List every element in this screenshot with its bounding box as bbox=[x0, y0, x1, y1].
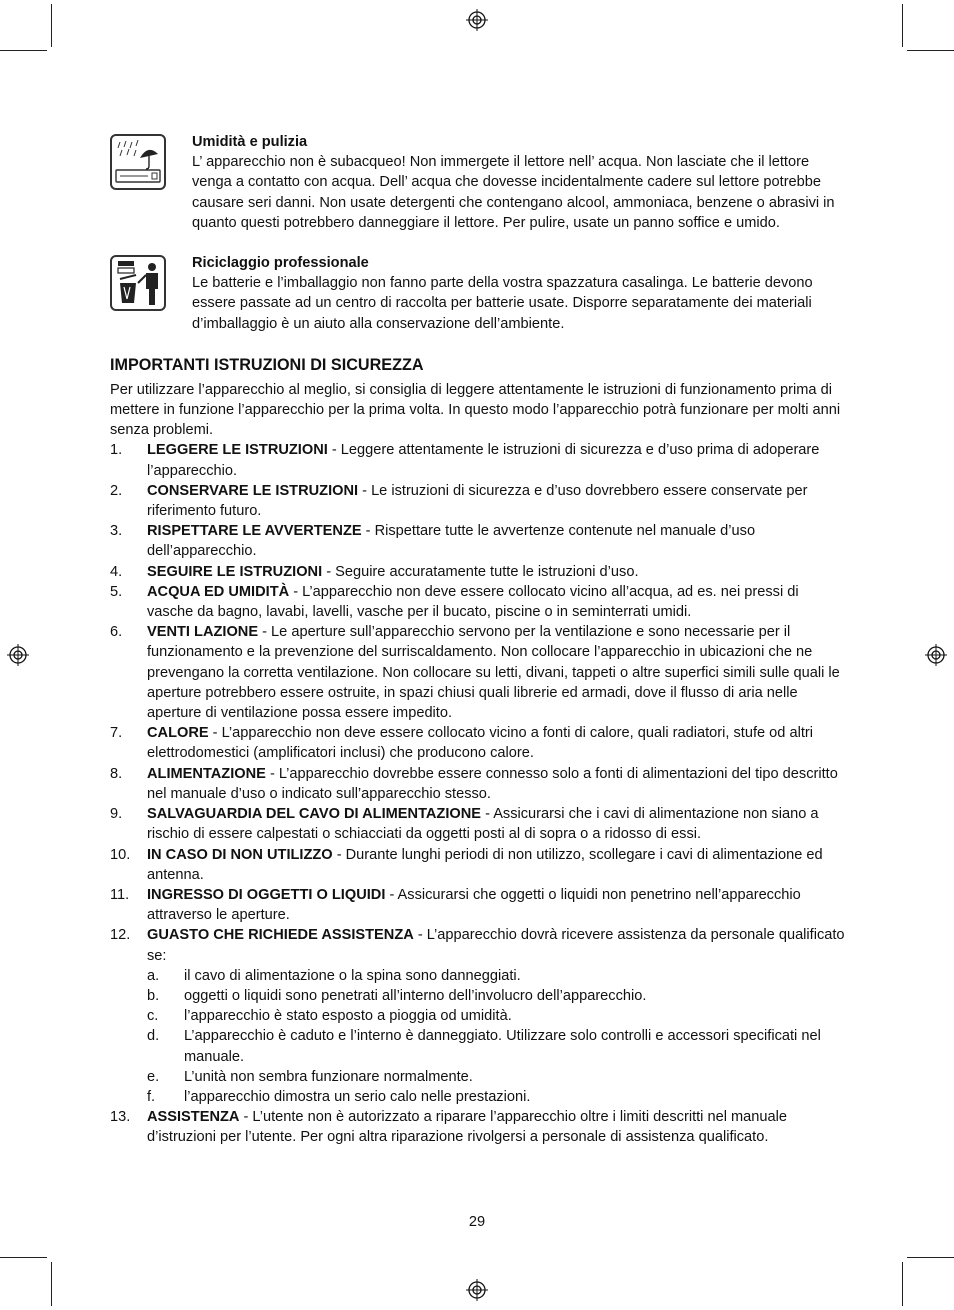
crop-mark bbox=[51, 1262, 52, 1306]
sub-list-item-letter: b. bbox=[147, 987, 160, 1004]
list-item-body bbox=[147, 885, 846, 925]
list-item bbox=[110, 723, 846, 763]
list-item-text: - Assicurarsi che oggetti o liquidi non penetrino nell’apparecchio attraverso le aperture. bbox=[147, 886, 801, 924]
list-item-title: SEGUIRE LE ISTRUZIONI bbox=[147, 563, 323, 580]
list-item bbox=[110, 562, 846, 582]
section-body: L’ apparecchio non è subacqueo! Non immergete il lettore nell’ acqua. Non lasciate che il lettore venga a contatto con acqua. Dell’ acqua che dovesse incidentalmente cadere sul lettore potrebbe causare seri danni. Non usate detergenti che contengano alcool, ammoniaca, benzene o abrasivi in quanto questi potrebbero danneggiare il lettore. Per pulire, usate un panno soffice e umido. bbox=[192, 154, 835, 231]
list-item bbox=[110, 804, 846, 844]
list-item-body bbox=[147, 521, 846, 561]
section-title: Riciclaggio professionale bbox=[192, 255, 369, 272]
list-item-title: SALVAGUARDIA DEL CAVO DI ALIMENTAZIONE bbox=[147, 806, 482, 823]
sub-list-item bbox=[147, 986, 846, 1006]
list-item-title: VENTI LAZIONE bbox=[147, 624, 259, 641]
sub-list-item-letter: d. bbox=[147, 1028, 160, 1045]
list-item-text: - L’utente non è autorizzato a riparare l’apparecchio oltre i limiti descritti nel manuale d’istruzioni per l’utente. Per ogni altra riparazione rivolgersi a personale di assistenza qualificato. bbox=[147, 1109, 787, 1146]
list-item-body bbox=[147, 1107, 846, 1147]
registration-mark-icon bbox=[7, 644, 29, 666]
section-body: Le batterie e l’imballaggio non fanno parte della vostra spazzatura casalinga. Le batterie devono essere passate ad un centro di raccolta per batterie usate. Disporre separatamente dei materiali d’imballaggio è un aiuto alla conservazione dell’ambiente. bbox=[192, 275, 813, 332]
sub-list-item-text: il cavo di alimentazione o la spina sono danneggiati. bbox=[184, 967, 521, 984]
sub-list-item bbox=[147, 1087, 846, 1107]
sub-list-item-text: L’apparecchio è caduto e l’interno è danneggiato. Utilizzare solo controlli e accessori specificati nel manuale. bbox=[184, 1028, 821, 1065]
list-item-title: CALORE bbox=[147, 725, 209, 742]
recycling-text bbox=[192, 253, 846, 334]
list-item-title: LEGGERE LE ISTRUZIONI bbox=[147, 442, 328, 459]
list-item-body bbox=[147, 481, 846, 521]
list-item-number: 5. bbox=[110, 583, 123, 600]
list-item-text: - L’apparecchio dovrebbe essere connesso solo a fonti di alimentazioni del tipo descritto nel manuale d’uso o indicato sull’apparecchio stesso. bbox=[147, 765, 838, 802]
crop-mark bbox=[902, 4, 903, 47]
umbrella-rain-icon bbox=[110, 134, 166, 190]
list-item-number: 10. bbox=[110, 846, 131, 863]
list-item bbox=[110, 764, 846, 804]
list-item-title: ASSISTENZA bbox=[147, 1109, 240, 1126]
list-item bbox=[110, 925, 846, 1107]
list-item-number: 13. bbox=[110, 1109, 131, 1126]
crop-mark bbox=[0, 50, 47, 51]
list-item-number: 6. bbox=[110, 624, 123, 641]
list-item-number: 11. bbox=[110, 886, 130, 903]
safety-list bbox=[110, 440, 846, 1147]
sub-list-item-letter: f. bbox=[147, 1088, 156, 1105]
list-item-number: 7. bbox=[110, 725, 123, 742]
registration-mark-icon bbox=[466, 1279, 488, 1301]
registration-mark-icon bbox=[925, 644, 947, 666]
recycling-section bbox=[110, 253, 846, 334]
crop-mark bbox=[0, 1257, 47, 1258]
list-item bbox=[110, 582, 846, 622]
list-item-text: - L’apparecchio dovrà ricevere assistenza da personale qualificato se: bbox=[147, 927, 845, 964]
list-item bbox=[110, 521, 846, 561]
sub-list-item bbox=[147, 1026, 846, 1066]
section-title: Umidità e pulizia bbox=[192, 134, 308, 150]
list-item-body bbox=[147, 622, 846, 723]
list-item-number: 8. bbox=[110, 765, 123, 782]
registration-mark-icon bbox=[466, 9, 488, 31]
recycling-bin-icon bbox=[110, 255, 166, 311]
list-item-title: ALIMENTAZIONE bbox=[147, 765, 266, 782]
sub-list bbox=[147, 966, 846, 1107]
page-content bbox=[110, 132, 846, 1148]
list-item-body bbox=[147, 723, 846, 763]
list-item bbox=[110, 885, 846, 925]
list-item-number: 4. bbox=[110, 563, 123, 580]
list-item-number: 3. bbox=[110, 523, 123, 540]
list-item-text: - Le istruzioni di sicurezza e d’uso dovrebbero essere conservate per riferimento futuro. bbox=[147, 482, 808, 520]
list-item bbox=[110, 481, 846, 521]
list-item-text: - L’apparecchio non deve essere collocato vicino all’acqua, ad es. nei pressi di vasche da bagno, lavabi, lavelli, vasche per il bucato, piscine o in seminterrati umidi. bbox=[147, 583, 799, 621]
list-item-text: - Rispettare tutte le avvertenze contenute nel manuale d’uso dell’apparecchio. bbox=[147, 523, 756, 560]
sub-list-item-letter: a. bbox=[147, 967, 160, 984]
sub-list-item-text: L’unità non sembra funzionare normalmente. bbox=[184, 1068, 473, 1085]
list-item-text: - Assicurarsi che i cavi di alimentazione non siano a rischio di essere calpestati o schiacciati da oggetti posti al di sopra o a ridosso di essi. bbox=[147, 806, 819, 843]
list-item-text: - Leggere attentamente le istruzioni di sicurezza e d’uso prima di adoperare l’apparecchio. bbox=[147, 442, 820, 479]
safety-heading: IMPORTANTI ISTRUZIONI DI SICUREZZA bbox=[110, 355, 424, 374]
sub-list-item bbox=[147, 966, 846, 986]
list-item-number: 12. bbox=[110, 927, 131, 944]
list-item-text: - Durante lunghi periodi di non utilizzo, scollegare i cavi di alimentazione ed antenna. bbox=[147, 846, 823, 883]
list-item-number: 1. bbox=[110, 442, 123, 459]
list-item-title: ACQUA ED UMIDITÀ bbox=[147, 583, 290, 600]
list-item-title: IN CASO DI NON UTILIZZO bbox=[147, 846, 333, 863]
list-item-body bbox=[147, 562, 846, 582]
sub-list-item-text: l’apparecchio è stato esposto a pioggia od umidità. bbox=[184, 1008, 512, 1025]
sub-list-item-text: l’apparecchio dimostra un serio calo nelle prestazioni. bbox=[184, 1088, 531, 1105]
list-item-body bbox=[147, 925, 846, 1107]
sub-list-item-letter: e. bbox=[147, 1068, 160, 1085]
list-item bbox=[110, 845, 846, 885]
list-item-body bbox=[147, 845, 846, 885]
sub-list-item bbox=[147, 1067, 846, 1087]
list-item-number: 9. bbox=[110, 806, 123, 823]
list-item-body bbox=[147, 804, 846, 844]
list-item-text: - Le aperture sull’apparecchio servono per la ventilazione e sono necessarie per il funzionamento e la prevenzione del surriscaldamento. Non collocare l’apparecchio in ubicazioni che ne prevengano la corretta ventilazione. Non collocare su letti, divani, tappeti o altre superfici simili sulle quali le aperture potrebbero essere ostruite, in spazi chiusi quali librerie ed armadi, dove il flusso di aria nelle aperture di ventilazione possa essere impedito. bbox=[147, 624, 840, 722]
crop-mark bbox=[51, 4, 52, 47]
list-item-title: INGRESSO DI OGGETTI O LIQUIDI bbox=[147, 886, 386, 903]
list-item-title: RISPETTARE LE AVVERTENZE bbox=[147, 523, 362, 540]
humidity-section bbox=[110, 132, 846, 233]
sub-list-item bbox=[147, 1006, 846, 1026]
humidity-text bbox=[192, 132, 846, 233]
list-item bbox=[110, 622, 846, 723]
list-item bbox=[110, 1107, 846, 1147]
list-item-text: - L’apparecchio non deve essere collocato vicino a fonti di calore, quali radiatori, stufe od altri elettrodomestici (amplificatori inclusi) che producono calore. bbox=[147, 725, 813, 762]
page-number: 29 bbox=[468, 1214, 486, 1230]
sub-list-item-letter: c. bbox=[147, 1008, 159, 1025]
crop-mark bbox=[907, 50, 954, 51]
list-item-title: GUASTO CHE RICHIEDE ASSISTENZA bbox=[147, 927, 414, 944]
list-item-title: CONSERVARE LE ISTRUZIONI bbox=[147, 482, 359, 499]
list-item-body bbox=[147, 764, 846, 804]
list-item bbox=[110, 440, 846, 480]
safety-intro: Per utilizzare l’apparecchio al meglio, si consiglia di leggere attentamente le istruzioni di funzionamento prima di mettere in funzione l’apparecchio per la prima volta. In questo modo l’apparecchio potrà funzionare per molti anni senza problemi. bbox=[110, 381, 841, 439]
list-item-text: - Seguire accuratamente tutte le istruzioni d’uso. bbox=[322, 563, 639, 580]
crop-mark bbox=[907, 1257, 954, 1258]
list-item-number: 2. bbox=[110, 482, 123, 499]
crop-mark bbox=[902, 1262, 903, 1306]
list-item-body bbox=[147, 582, 846, 622]
list-item-body bbox=[147, 440, 846, 480]
sub-list-item-text: oggetti o liquidi sono penetrati all’interno dell’involucro dell’apparecchio. bbox=[184, 987, 647, 1004]
